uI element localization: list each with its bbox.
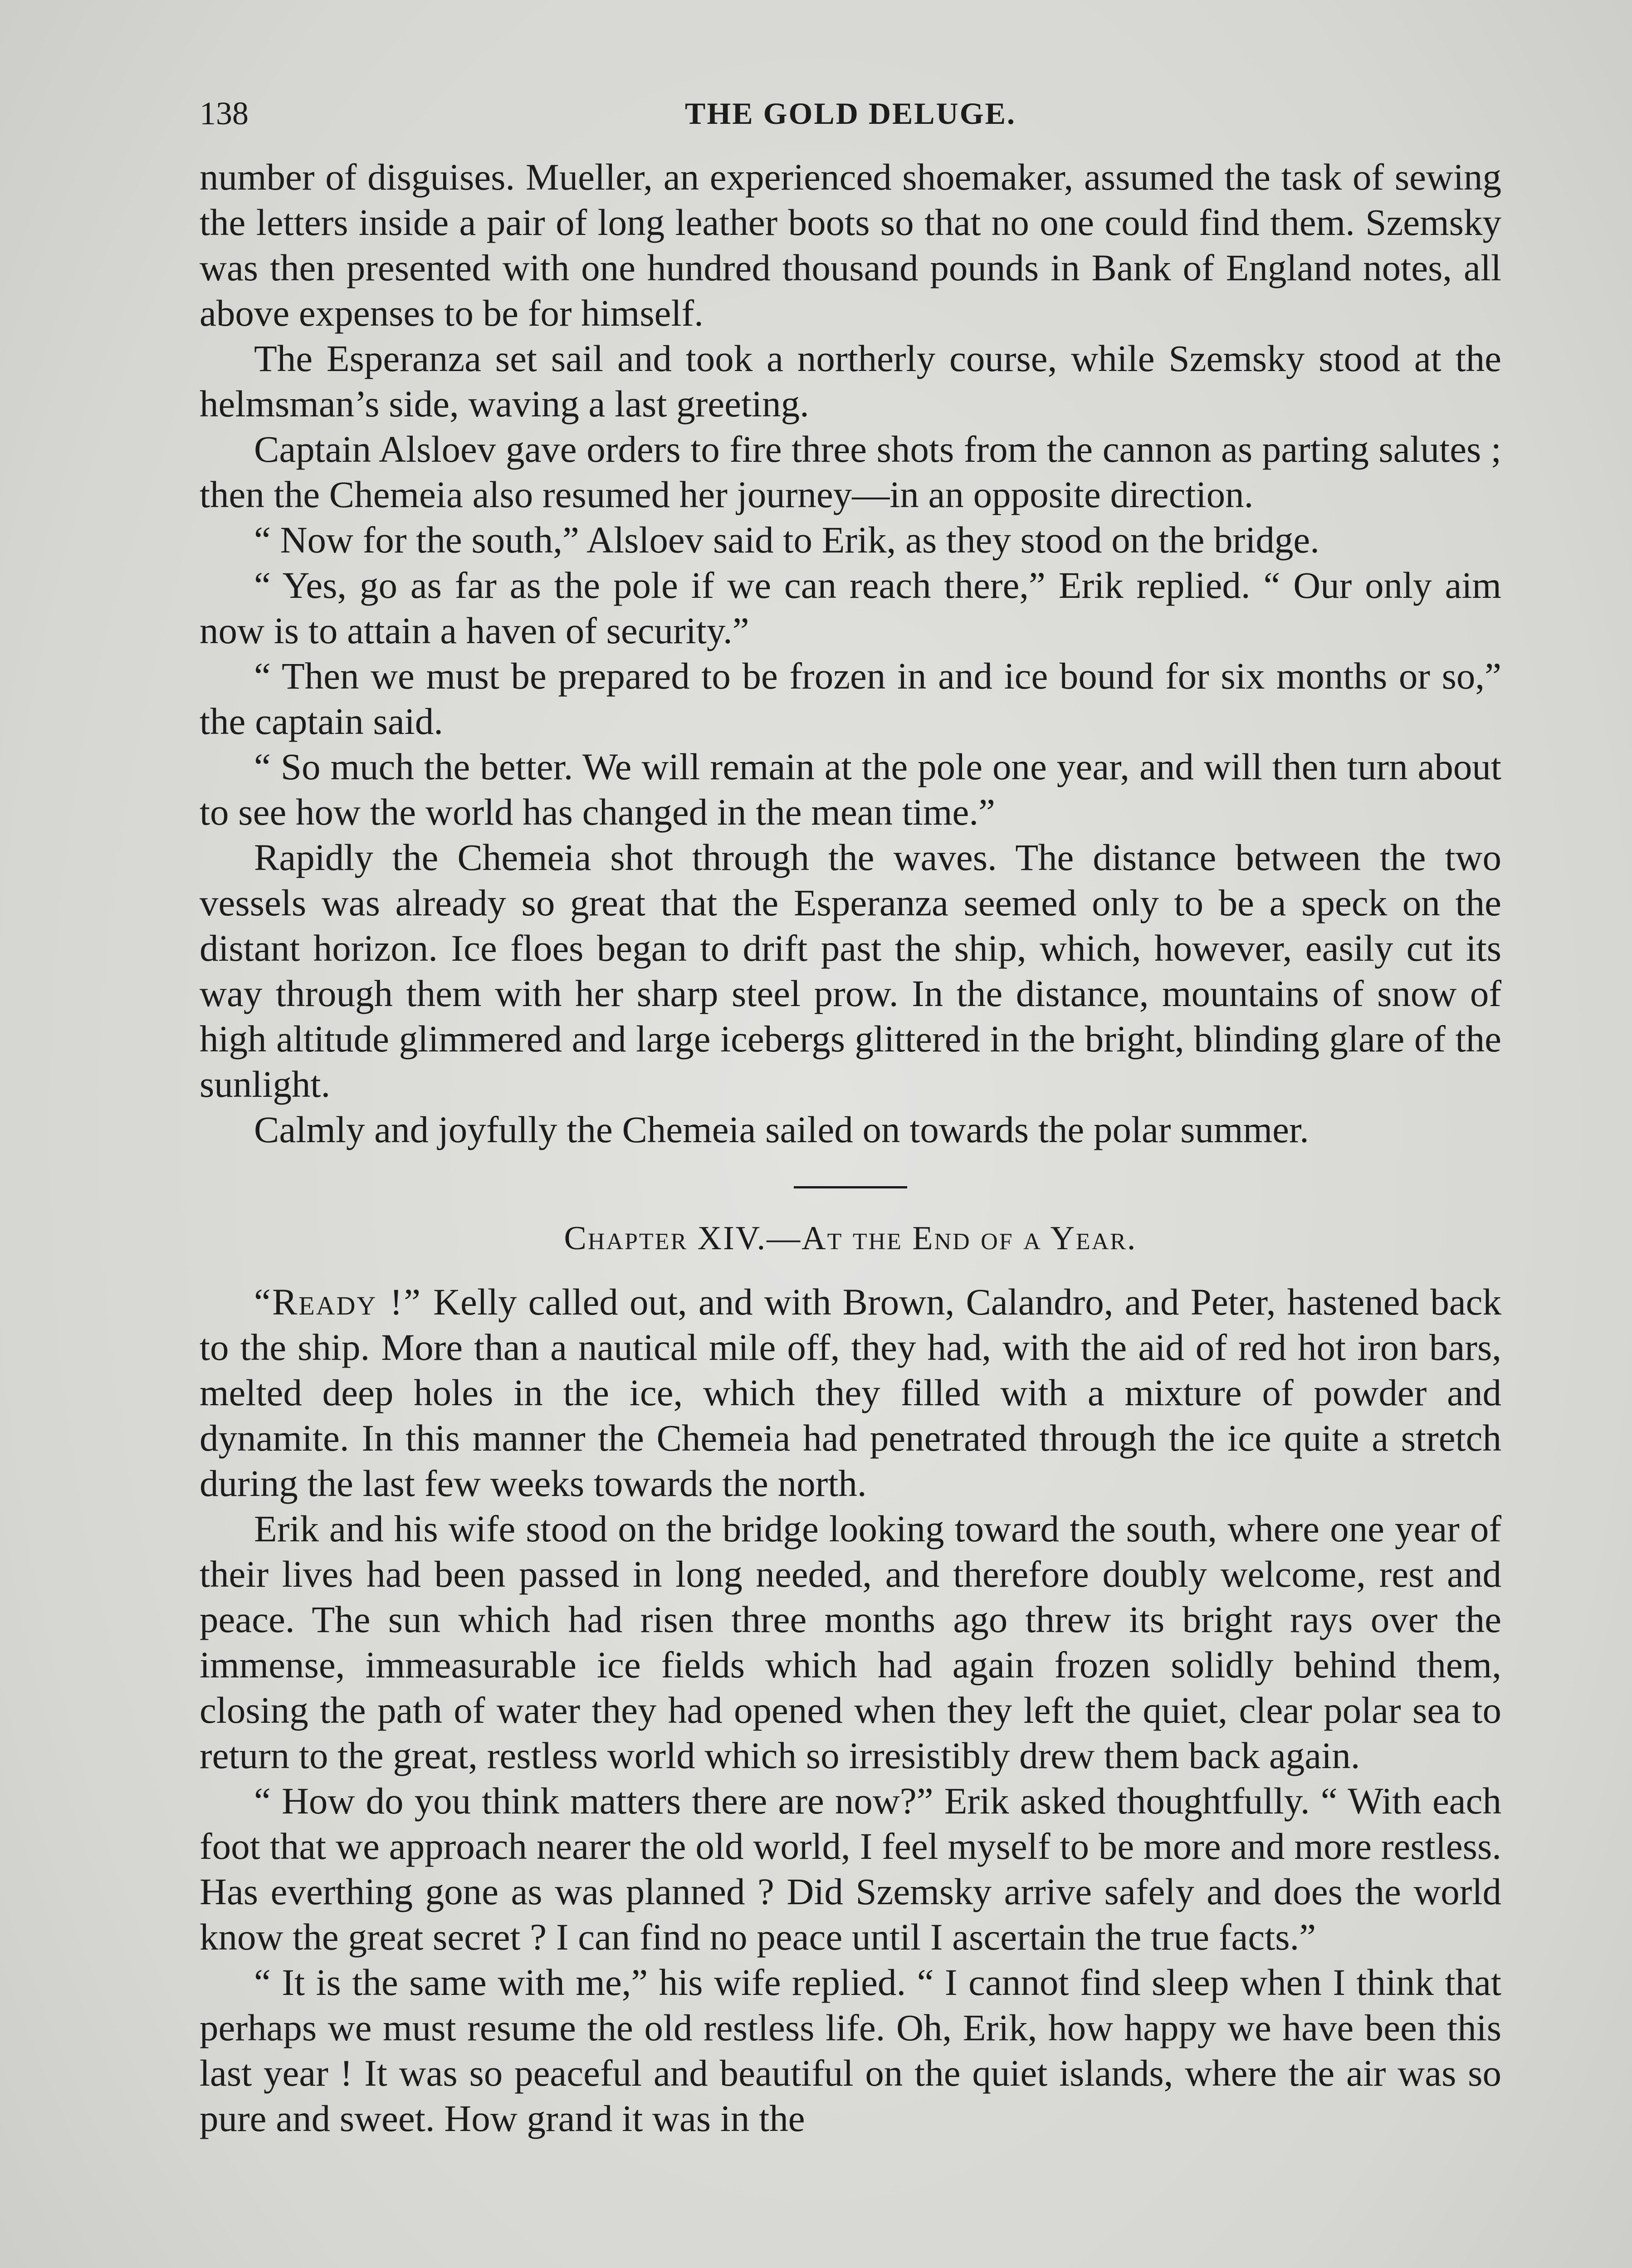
body-text [200,154,1501,2141]
paragraph: “ How do you think matters there are now?” Erik asked thoughtfully. “ With each foot that we approach nearer the old world, I feel myself to be more and more restless. Has everthing gone as was planned ? Did Szemsky arrive safely and does the world know the great secret ? I can find no peace until I ascertain the true facts.” [200,1780,1501,1958]
paragraph: “ Then we must be prepared to be frozen in and ice bound for six months or so,” the captain said. [200,655,1501,742]
paragraph: “ Yes, go as far as the pole if we can reach there,” Erik replied. “ Our only aim now is to attain a haven of security.” [200,564,1501,651]
paragraph: Rapidly the Chemeia shot through the waves. The distance between the two vessels was already so great that the Esperanza seemed only to be a speck on the distant horizon. Ice floes began to drift past the ship, which, however, easily cut its way through them with her sharp steel prow. In the distance, mountains of snow of high altitude glimmered and large icebergs glittered in the bright, blinding glare of the sunlight. [200,836,1501,1105]
paragraph: “ It is the same with me,” his wife replied. “ I cannot find sleep when I think that perhaps we must resume the old restless life. Oh, Erik, how happy we have been this last year ! It was so peaceful and beautiful on the quiet islands, where the air was so pure and sweet. How grand it was in the [200,1961,1501,2139]
paragraph: Erik and his wife stood on the bridge looking toward the south, where one year of their lives had been passed in long needed, and therefore doubly welcome, rest and peace. The sun which had risen three months ago threw its bright rays over the immense, immeasurable ice fields which had again frozen solidly behind them, closing the path of water they had opened when they left the quiet, clear polar sea to return to the great, restless world which so irresistibly drew them back again. [200,1508,1501,1776]
paragraph: The Esperanza set sail and took a northerly course, while Szemsky stood at the helmsman’s side, waving a last greeting. [200,337,1501,425]
chapter-lead-word: “Ready !” [254,1281,422,1323]
running-head: THE GOLD DELUGE. [684,96,1016,131]
paragraph: Captain Alsloev gave orders to fire three shots from the cannon as parting salutes ; then the Chemeia also resumed her journey—in an opposite direction. [200,428,1501,515]
paragraph-text: Kelly called out, and with Brown, Calandro, and Peter, hastened back to the ship. More than a nautical mile off, they had, with the aid of red hot iron bars, melted deep holes in the ice, which they filled with a mixture of powder and dynamite. In this manner the Chemeia had penetrated through the ice quite a stretch during the last few weeks towards the north. [200,1281,1502,1504]
page-number: 138 [200,95,249,132]
paragraph: “ Now for the south,” Alsloev said to Erik, as they stood on the bridge. [254,519,1319,561]
paragraph: Calmly and joyfully the Chemeia sailed on towards the polar summer. [254,1109,1309,1150]
chapter-heading: Chapter XIV.—At the End of a Year. [564,1220,1137,1257]
page-header [200,88,1501,138]
paragraph: “ So much the better. We will remain at the pole one year, and will then turn about to see how the world has changed in the mean time.” [200,746,1501,833]
paragraph [200,1279,1501,1506]
section-divider [794,1186,907,1188]
paragraph: number of disguises. Mueller, an experienced shoemaker, assumed the task of sewing the letters inside a pair of long leather boots so that no one could find them. Szemsky was then presented with one hundred thousand pounds in Bank of England notes, all above expenses to be for himself. [200,156,1501,334]
